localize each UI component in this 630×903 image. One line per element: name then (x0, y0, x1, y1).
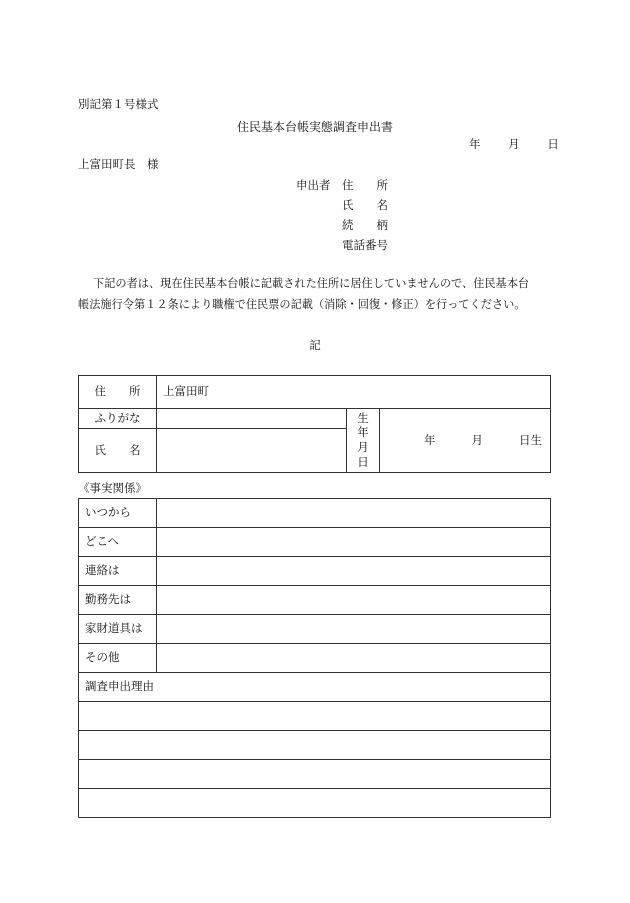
body-text-line-1: 下記の者は、現在住民基本台帳に記載された住所に居住していませんので、住民基本台 (93, 277, 530, 290)
facts-label-other: その他 (79, 644, 157, 673)
facts-table (78, 498, 551, 818)
subject-name-field[interactable] (157, 429, 347, 473)
birth-year-label: 年 (424, 432, 436, 447)
facts-label-since: いつから (79, 499, 157, 528)
facts-field-furniture[interactable] (157, 615, 551, 644)
birth-char-4: 日 (357, 454, 369, 469)
applicant-relation-label: 続 柄 (342, 218, 388, 232)
reason-label: 調査申出理由 (79, 673, 551, 702)
facts-field-other[interactable] (157, 644, 551, 673)
ki-heading: 記 (309, 338, 321, 352)
birth-char-3: 月 (357, 439, 369, 454)
subject-name-label: 氏 名 (79, 429, 157, 473)
facts-label-furniture: 家財道具は (79, 615, 157, 644)
applicant-label: 申出者 (296, 178, 331, 192)
body-text-line-2: 帳法施行令第１２条により職権で住民票の記載（消除・回復・修正）を行ってください。 (78, 298, 526, 311)
facts-heading: 《事実関係》 (78, 481, 147, 495)
furigana-label: ふりがな (79, 409, 157, 429)
reason-line-1[interactable] (79, 702, 551, 731)
date-month: 月 (508, 137, 520, 151)
furigana-field[interactable] (157, 409, 347, 429)
date-year: 年 (469, 137, 481, 151)
birth-month-label: 月 (471, 432, 483, 447)
subject-address-value[interactable]: 上富田町 (157, 376, 551, 409)
reason-line-3[interactable] (79, 760, 551, 789)
addressee: 上富田町長 様 (78, 157, 159, 171)
facts-field-workplace[interactable] (157, 586, 551, 615)
applicant-phone-label: 電話番号 (342, 238, 388, 252)
birth-date-field[interactable] (380, 409, 551, 473)
subject-table (78, 375, 551, 473)
date-day: 日 (547, 137, 559, 151)
reason-line-2[interactable] (79, 731, 551, 760)
page-title: 住民基本台帳実態調査申出書 (236, 120, 393, 134)
facts-field-contact[interactable] (157, 557, 551, 586)
birth-day-label: 日生 (519, 432, 542, 447)
applicant-name-label: 氏 名 (342, 198, 388, 212)
form-number: 別記第１号様式 (78, 97, 159, 111)
subject-address-label: 住 所 (79, 376, 157, 409)
facts-field-where[interactable] (157, 528, 551, 557)
birth-char-1: 生 (357, 410, 369, 425)
facts-label-where: どこへ (79, 528, 157, 557)
facts-field-since[interactable] (157, 499, 551, 528)
facts-label-workplace: 勤務先は (79, 586, 157, 615)
birth-label-cell (347, 409, 380, 473)
facts-label-contact: 連絡は (79, 557, 157, 586)
applicant-address-label: 住 所 (342, 178, 388, 192)
reason-line-4[interactable] (79, 789, 551, 818)
date-line (469, 139, 559, 151)
birth-char-2: 年 (357, 425, 369, 440)
